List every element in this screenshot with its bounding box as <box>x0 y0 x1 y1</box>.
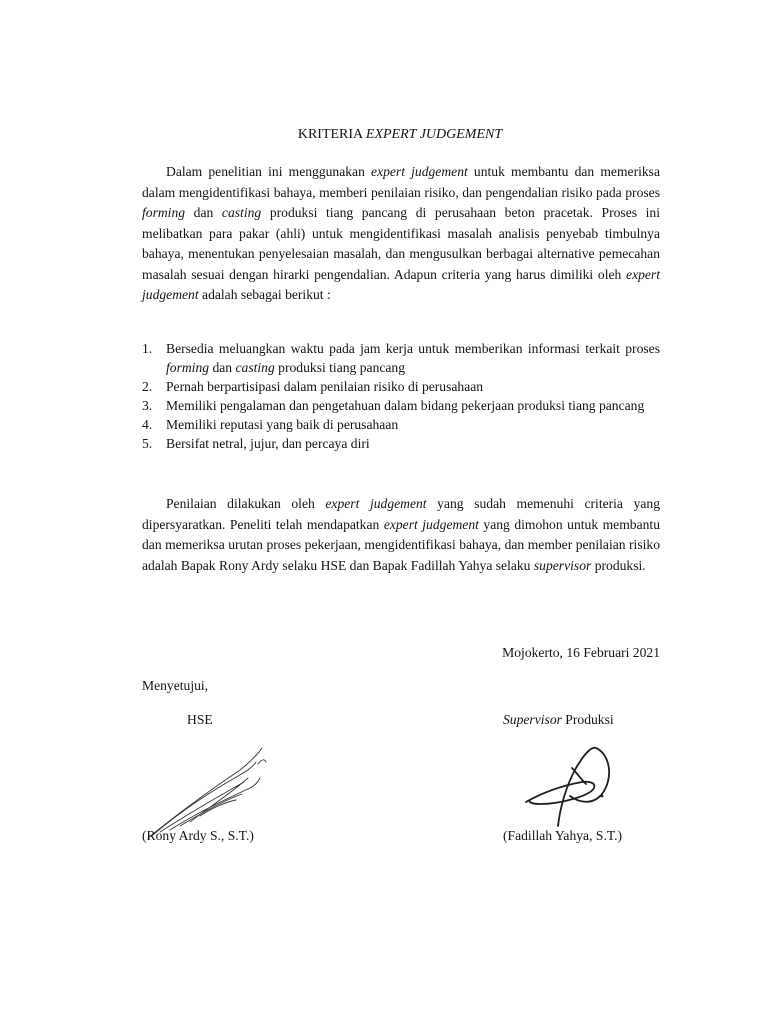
signatory-name-hse: (Rony Ardy S., S.T.) <box>142 828 254 843</box>
signatory-name-supervisor: (Fadillah Yahya, S.T.) <box>503 828 623 843</box>
hse-signature-icon <box>140 742 270 842</box>
intro-paragraph: Dalam penelitian ini menggunakan expert judgement untuk membantu dan memeriksa dalam mengidentifikasi bahaya, memberi penilaian risiko, dan pengendalian risiko pada proses forming dan casting produksi tiang pancang di perusahaan beton pracetak. Proses ini melibatkan para pakar (ahli) untuk mengidentifikasi masalah analisis penyebab timbulnya bahaya, menentukan penyelesaian masalah, dan mengusulkan berbagai alternative pemecahan masalah sesuai dengan hirarki pengendalian. Adapun criteria yang harus dimiliki oleh expert judgement adalah sebagai berikut : <box>142 164 660 302</box>
list-item: 4. Memiliki reputasi yang baik di perusahaan <box>142 417 399 432</box>
list-item: 2. Pernah berpartisipasi dalam penilaian risiko di perusahaan <box>142 379 484 394</box>
signatory-role-hse: HSE <box>187 712 213 727</box>
list-item: 3. Memiliki pengalaman dan pengetahuan dalam bidang pekerjaan produksi tiang pancang <box>142 398 645 413</box>
document-title: KRITERIA EXPERT JUDGEMENT <box>297 127 503 142</box>
criteria-list <box>142 339 660 453</box>
place-date: Mojokerto, 16 Februari 2021 <box>502 645 660 660</box>
approval-label: Menyetujui, <box>142 678 209 693</box>
closing-paragraph: Penilaian dilakukan oleh expert judgement yang sudah memenuhi criteria yang dipersyaratkan. Peneliti telah mendapatkan expert judgement yang dimohon untuk membantu dan memeriksa urutan proses pekerjaan, mengidentifikasi bahaya, dan member penilaian risiko adalah Bapak Rony Ardy selaku HSE dan Bapak Fadillah Yahya selaku supervisor produksi. <box>142 496 660 573</box>
list-item: 5. Bersifat netral, jujur, dan percaya diri <box>142 436 370 451</box>
list-item: 1. Bersedia meluangkan waktu pada jam kerja untuk memberikan informasi terkait proses forming dan casting produksi tiang pancang <box>142 341 660 375</box>
signatory-role-supervisor: Supervisor Produksi <box>503 712 614 727</box>
supervisor-signature-icon <box>520 738 620 830</box>
